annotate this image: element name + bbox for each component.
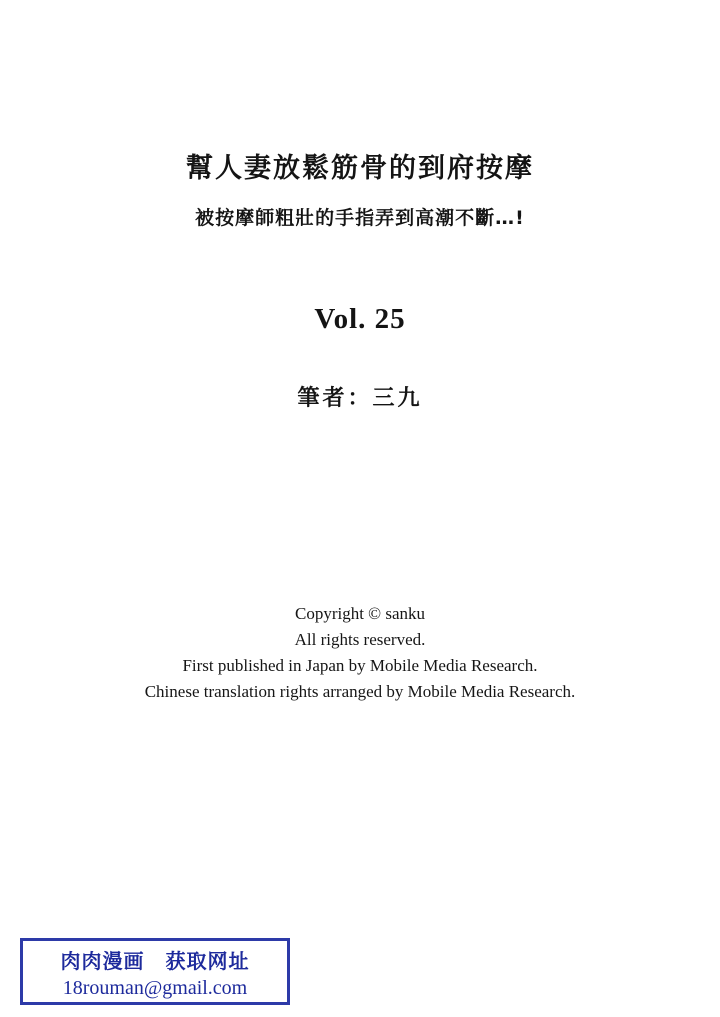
title-block xyxy=(0,152,720,230)
watermark-badge xyxy=(20,938,290,1005)
copyright-line-1: Copyright © sanku xyxy=(294,604,426,623)
page-subtitle: 被按摩師粗壯的手指弄到高潮不斷…! xyxy=(195,206,525,229)
page-title: 幫人妻放鬆筋骨的到府按摩 xyxy=(186,153,534,184)
copyright-line-2: All rights reserved. xyxy=(294,630,426,649)
copyright-block xyxy=(0,601,720,705)
watermark-site-name: 肉肉漫画 获取网址 xyxy=(60,949,250,973)
copyright-line-3: First published in Japan by Mobile Media Research. xyxy=(182,656,538,675)
copyright-line-4: Chinese translation rights arranged by Mobile Media Research. xyxy=(144,682,576,701)
watermark-email: 18rouman@gmail.com xyxy=(62,977,248,999)
author-label: 筆者：三九 xyxy=(297,386,423,411)
volume-label: Vol. 25 xyxy=(314,303,406,335)
